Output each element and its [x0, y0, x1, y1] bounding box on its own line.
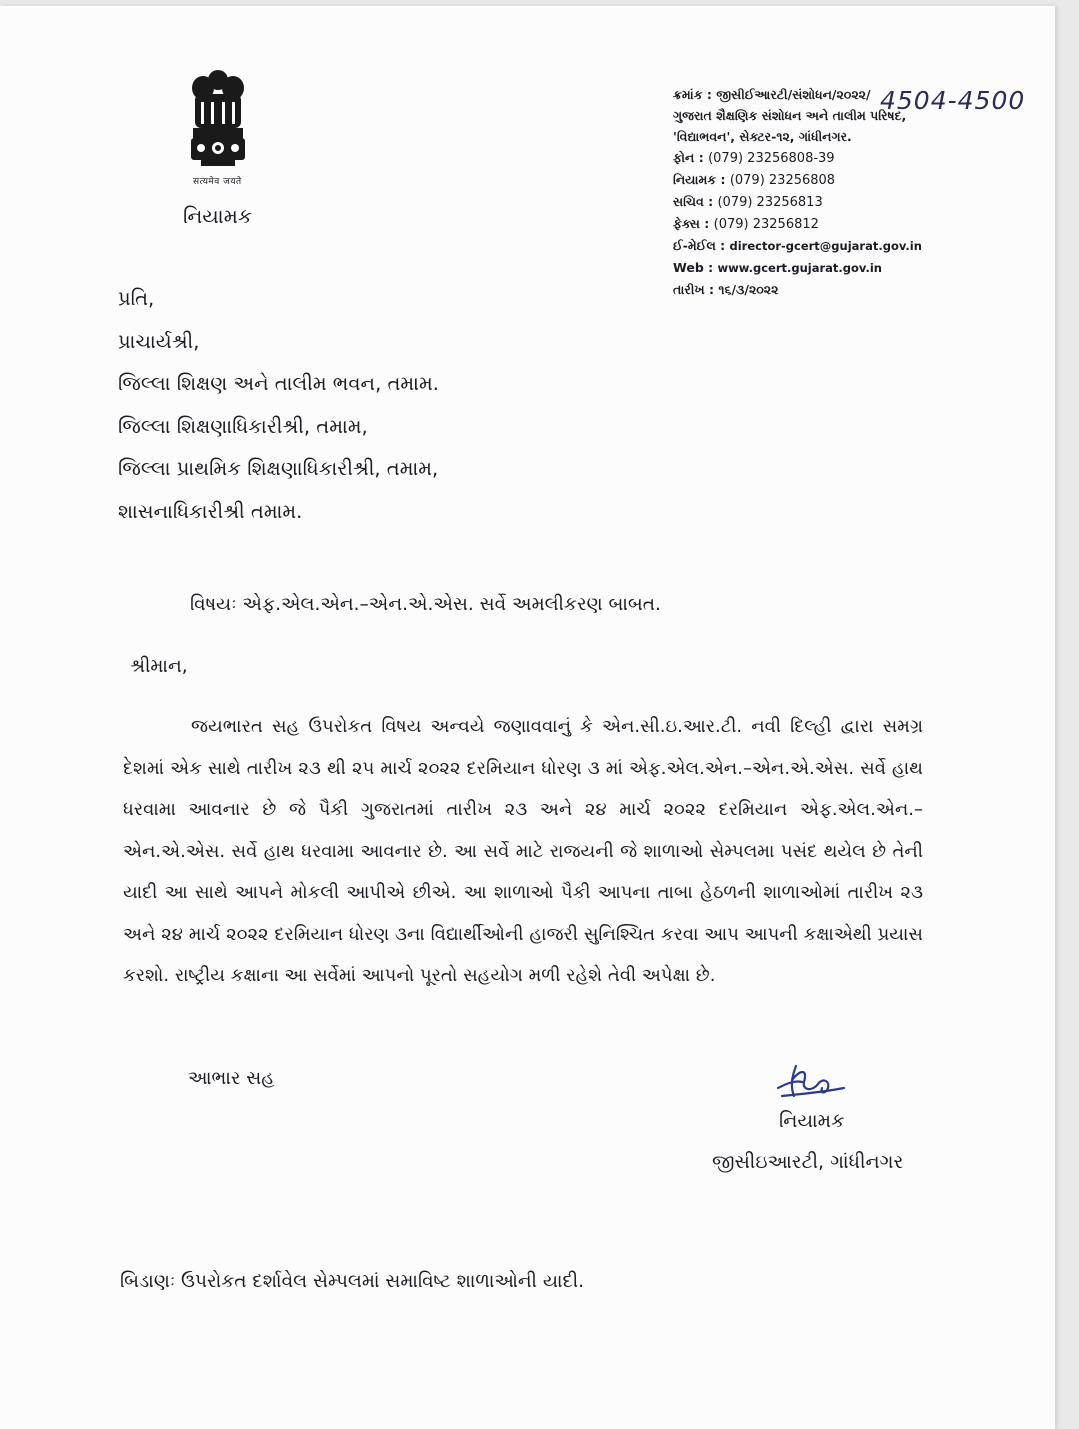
letter-sheet [0, 6, 1055, 1429]
addressee-line: શાસનાધિકારીશ્રી તમામ. [118, 499, 303, 523]
national-emblem-icon [185, 66, 251, 176]
addressee-line: જિલ્લા શિક્ષણાધિકારીશ્રી, તમામ, [118, 414, 368, 438]
reference-number: ક્રમાંક : જીસીઈઆરટી/સંશોધન/૨૦૨૨/ [673, 87, 871, 102]
web-line: Web : www.gcert.gujarat.gov.in [673, 260, 882, 275]
signatory-role: નિયામક [779, 1110, 845, 1132]
org-name: ગુજરાત શૈક્ષણિક સંશોધન અને તાલીમ પરિષદ, [673, 108, 907, 123]
signature-icon [772, 1058, 848, 1104]
prati-label: પ્રતિ, [118, 287, 155, 310]
subject-line: વિષયઃ એફ.એલ.એન.–એન.એ.એસ. સર્વે અમલીકરણ બાબત. [190, 594, 661, 615]
letter-body: જયભારત સહ ઉપરોકત વિષય અન્વયે જણાવવાનું કે એન.સી.ઇ.આર.ટી. નવી દિલ્હી દ્વારા સમગ્ર દેશમાં એક સાથે તારીખ ૨૩ થી ૨૫ માર્ચ ૨૦૨૨ દરમિયાન ધોરણ ૩ માં એફ.એલ.એન.–એન.એ.એસ. સર્વે હાથ ધરવામા આવનાર છે જે પૈકી ગુજરાતમાં તારીખ ૨૩ અને ૨૪ માર્ચ ૨૦૨૨ દરમિયાન એફ.એલ.એન.–એન.એ.એસ. સર્વે હાથ ધરવામા આવનાર છે. આ સર્વે માટે રાજયની જે શાળાઓ સેમ્પલમા પસંદ થયેલ છે તેની યાદી આ સાથે આપને મોકલી આપીએ છીએ. આ શાળાઓ પૈકી આપના તાબા હેઠળની શાળાઓમાં તારીખ ૨૩ અને ૨૪ માર્ચ ૨૦૨૨ દરમિયાન ધોરણ ૩ના વિદ્યાર્થીઓની હાજરી સુનિશ્ચિત કરવા આપ આપની કક્ષાએથી પ્રયાસ કરશો. રાષ્ટ્રીય કક્ષાના આ સર્વેમાં આપનો પૂરતો સહયોગ મળી રહેશે તેવી અપેક્ષા છે. [123, 716, 923, 986]
fax-line: ફેક્સ : (079) 23256812 [673, 216, 819, 232]
enclosure-note: બિડાણઃ ઉપરોકત દર્શાવેલ સેમ્પલમાં સમાવિષ્ટ શાળાઓની યાદી. [120, 1271, 585, 1292]
handwritten-reference-number: 4504-4500 [880, 86, 1026, 115]
salutation: શ્રીમાન, [130, 656, 188, 677]
closing: આભાર સહ [188, 1068, 275, 1089]
phone-line: ફોન : (079) 23256808-39 [673, 150, 835, 166]
letterhead-details [673, 84, 922, 300]
secretary-phone-line: સચિવ : (079) 23256813 [673, 194, 823, 210]
emblem-motto: सत्यमेव जयते [193, 177, 242, 187]
addressee-line: પ્રાચાર્યશ્રી, [118, 329, 200, 353]
signatory-office: જીસીઇઆરટી, ગાંધીનગર [712, 1151, 904, 1173]
office-title: નિયામક [183, 204, 252, 228]
director-phone-line: નિયામક : (079) 23256808 [673, 172, 836, 188]
addressee-block [118, 278, 439, 533]
letter-date: તારીખ : ૧૬/૩/૨૦૨૨ [673, 282, 779, 297]
addressee-line: જિલ્લા શિક્ષણ અને તાલીમ ભવન, તમામ. [118, 372, 439, 395]
org-address: 'વિદ્યાભવન', સેક્ટર-૧૨, ગાંધીનગર. [673, 129, 852, 144]
addressee-line: જિલ્લા પ્રાથમિક શિક્ષણાધિકારીશ્રી, તમામ, [118, 457, 439, 480]
email-line: ઈ-મેઈલ : director-gcert@gujarat.gov.in [673, 238, 922, 253]
